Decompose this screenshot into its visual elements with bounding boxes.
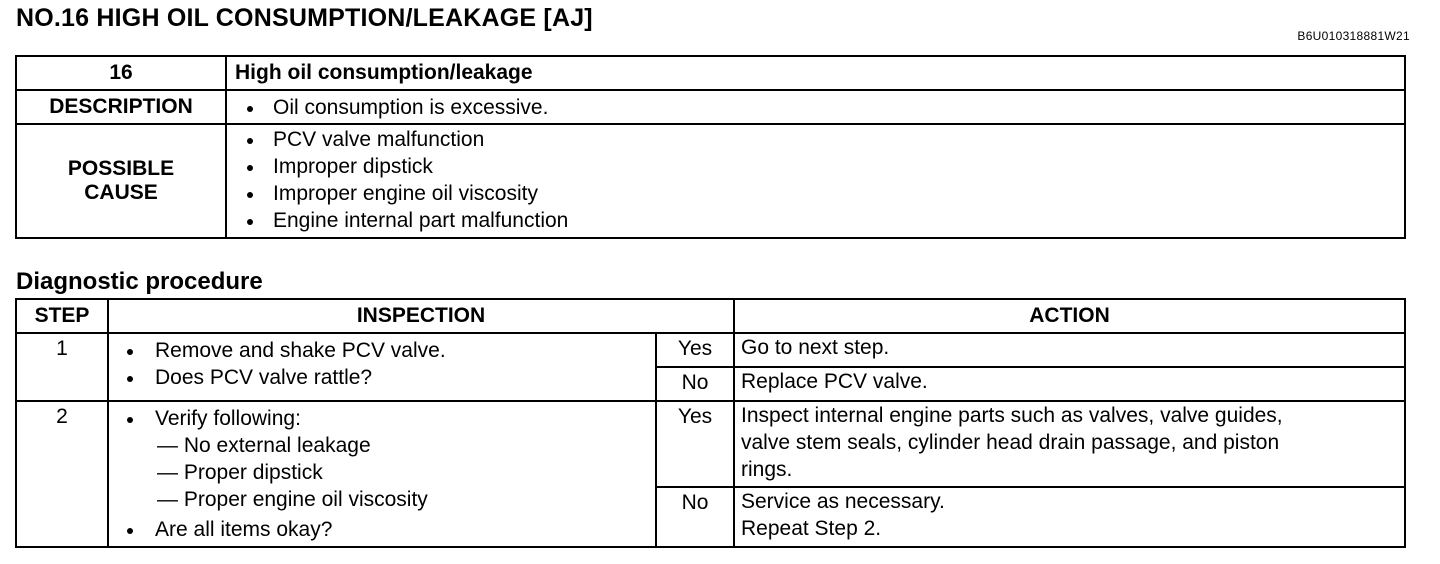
action-line: Repeat Step 2. xyxy=(741,517,882,540)
diagnostic-procedure-table xyxy=(15,298,1406,548)
page-title: NO.16 HIGH OIL CONSUMPTION/LEAKAGE [AJ] xyxy=(16,4,593,32)
step-1-no-label: No xyxy=(656,367,734,401)
inspection-subitem: — Proper dipstick xyxy=(157,461,323,484)
action-line: Replace PCV valve. xyxy=(741,370,928,393)
step-1-number: 1 xyxy=(16,333,108,401)
description-item: Oil consumption is excessive. xyxy=(227,94,1404,121)
symptom-number: 16 xyxy=(16,56,226,90)
possible-cause-label-line2: CAUSE xyxy=(84,181,158,204)
document-id: B6U010318881W21 xyxy=(1297,29,1410,43)
possible-cause-cell xyxy=(226,124,1405,238)
inspection-lead: Verify following: xyxy=(155,407,301,430)
procedure-header-row xyxy=(16,299,1405,333)
inspection-subitem: — Proper engine oil viscosity xyxy=(157,488,428,511)
inspection-column-header: INSPECTION xyxy=(108,299,734,333)
step-2-yes-action xyxy=(734,401,1405,487)
action-line: Inspect internal engine parts such as valves, valve guides, xyxy=(741,404,1283,427)
step-2-no-action xyxy=(734,487,1405,547)
description-label: DESCRIPTION xyxy=(16,90,226,124)
action-line: valve stem seals, cylinder head drain passage, and piston xyxy=(741,431,1280,454)
step-2-yes-row xyxy=(16,401,1405,487)
action-line: Go to next step. xyxy=(741,336,890,359)
step-2-inspection xyxy=(108,401,656,547)
action-line: rings. xyxy=(741,458,793,481)
inspection-subitem: — No external leakage xyxy=(157,434,371,457)
inspection-item xyxy=(109,405,655,432)
possible-cause-row xyxy=(16,124,1405,238)
summary-header-row xyxy=(16,56,1405,90)
step-1-no-action xyxy=(734,367,1405,401)
cause-item: Improper engine oil viscosity xyxy=(227,180,1404,207)
inspection-item: Remove and shake PCV valve. xyxy=(109,337,655,364)
description-row xyxy=(16,90,1405,124)
step-1-yes-label: Yes xyxy=(656,333,734,367)
cause-item: Improper dipstick xyxy=(227,153,1404,180)
step-1-yes-row xyxy=(16,333,1405,367)
step-column-header: STEP xyxy=(16,299,108,333)
step-2-yes-label: Yes xyxy=(656,401,734,487)
step-1-inspection xyxy=(108,333,656,401)
symptom-title: High oil consumption/leakage xyxy=(226,56,1405,90)
inspection-item: Does PCV valve rattle? xyxy=(109,364,655,391)
cause-item: PCV valve malfunction xyxy=(227,126,1404,153)
step-2-no-label: No xyxy=(656,487,734,547)
step-2-number: 2 xyxy=(16,401,108,547)
symptom-summary-table xyxy=(15,55,1406,239)
inspection-item: Are all items okay? xyxy=(109,516,655,543)
description-cell xyxy=(226,90,1405,124)
possible-cause-label-line1: POSSIBLE xyxy=(67,157,175,180)
cause-item: Engine internal part malfunction xyxy=(227,207,1404,234)
action-line: Service as necessary. xyxy=(741,490,945,513)
possible-cause-label xyxy=(16,124,226,238)
action-column-header: ACTION xyxy=(734,299,1405,333)
procedure-heading: Diagnostic procedure xyxy=(16,268,263,295)
step-1-yes-action xyxy=(734,333,1405,367)
